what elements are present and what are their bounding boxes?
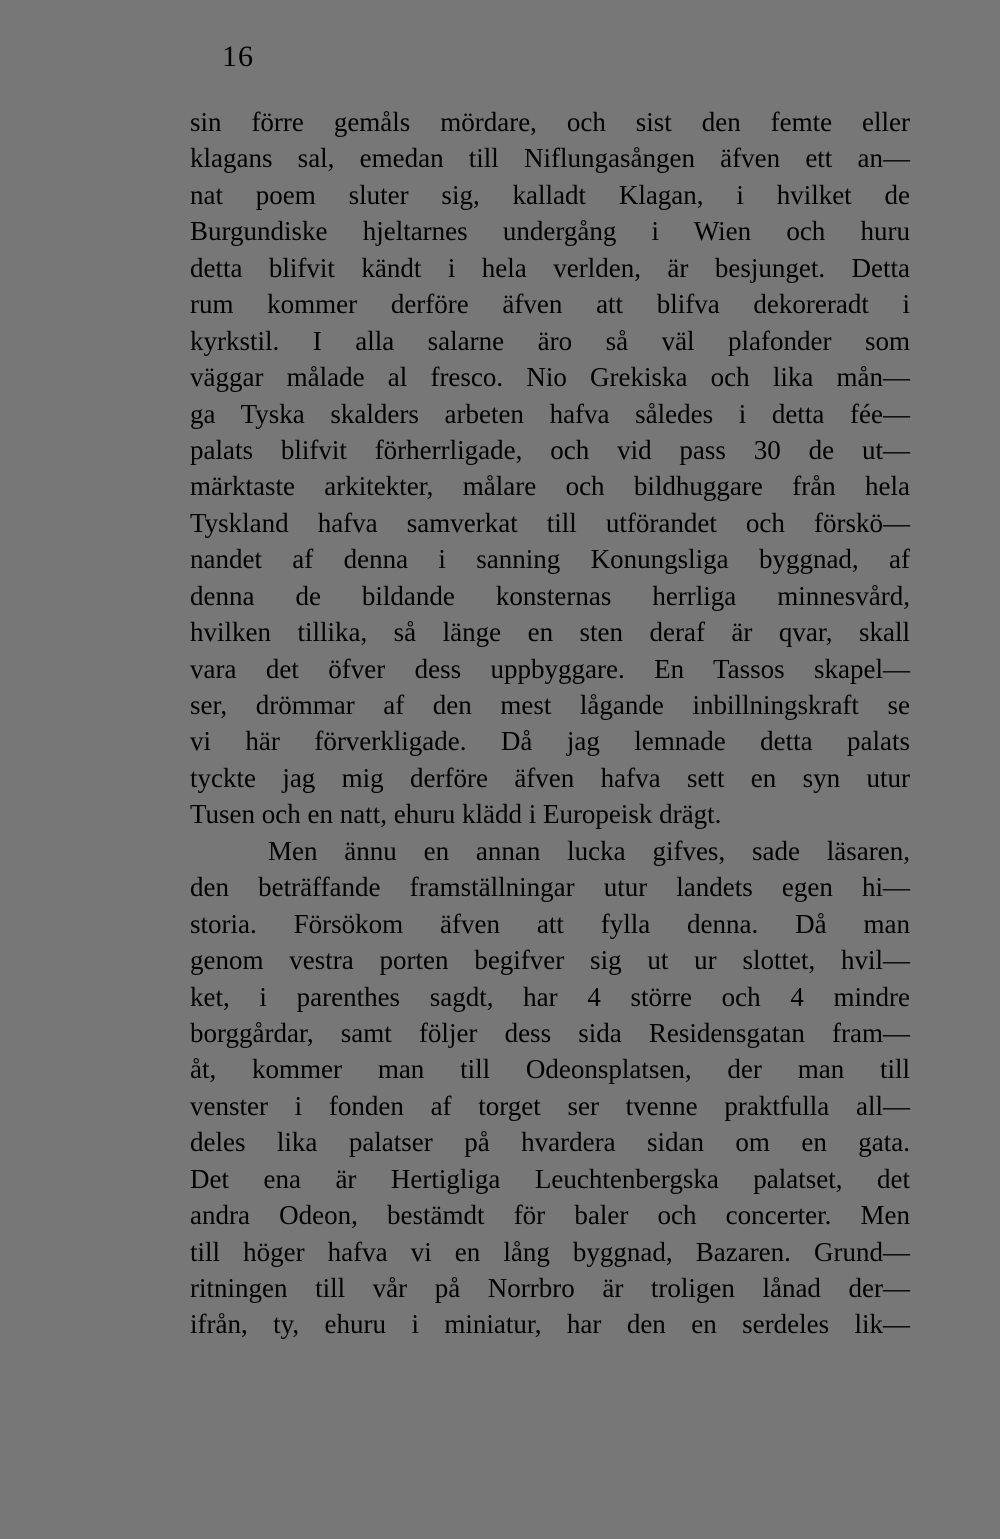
text-line: ser, drömmar af den mest lågande inbillningskraft se	[190, 690, 910, 720]
text-line: detta blifvit kändt i hela verlden, är besjunget. Detta	[190, 252, 910, 283]
text-line: ritningen till vår på Norrbro är troligen lånad der—	[190, 1273, 910, 1303]
text-line: kyrkstil. I alla salarne äro så väl plafonder som	[190, 325, 910, 356]
text-line: andra Odeon, bestämdt för baler och concerter. Men	[190, 1200, 910, 1231]
text-line: Det ena är Hertigliga Leuchtenbergska palatset, det	[190, 1163, 910, 1194]
text-line: den beträffande framställningar utur landets egen hi—	[190, 872, 910, 903]
text-line: nandet af denna i sanning Konungsliga byggnad, af	[190, 544, 910, 575]
text-line: vara det öfver dess uppbyggare. En Tassos skapel—	[190, 653, 910, 684]
text-line: märktaste arkitekter, målare och bildhuggare från hela	[190, 471, 910, 502]
text-line: Tyskland hafva samverkat till utförandet och förskö—	[190, 507, 910, 538]
text-line: ga Tyska skalders arbeten hafva således i detta fée—	[190, 398, 910, 429]
text-line: genom vestra porten begifver sig ut ur slottet, hvil—	[190, 945, 910, 976]
text-line: storia. Försökom äfven att fylla denna. Då man	[190, 908, 910, 939]
text-line: venster i fonden af torget ser tvenne praktfulla all—	[190, 1090, 910, 1121]
text-line: deles lika palatser på hvardera sidan om en gata.	[190, 1127, 910, 1158]
text-line: denna de bildande konsternas herrliga minnesvård,	[190, 580, 910, 611]
text-line: nat poem sluter sig, kalladt Klagan, i hvilket de	[190, 179, 910, 210]
text-line: vi här förverkligade. Då jag lemnade detta palats	[190, 726, 910, 757]
text-line: palats blifvit förherrligade, och vid pass 30 de ut—	[190, 434, 910, 465]
text-line: ket, i parenthes sagdt, har 4 större och 4 mindre	[190, 981, 910, 1012]
text-line: borggårdar, samt följer dess sida Residensgatan fram—	[190, 1017, 910, 1048]
page-number: 16	[222, 40, 254, 73]
text-line: väggar målade al fresco. Nio Grekiska och lika mån—	[190, 362, 910, 393]
body-text	[190, 104, 910, 1343]
text-line: sin förre gemåls mördare, och sist den femte eller	[190, 107, 910, 137]
text-line: tyckte jag mig derföre äfven hafva sett en syn utur	[190, 762, 910, 793]
text-line: ifrån, ty, ehuru i miniatur, har den en serdeles lik—	[190, 1309, 910, 1340]
text-line: hvilken tillika, så länge en sten deraf är qvar, skall	[190, 617, 910, 648]
text-line: klagans sal, emedan till Niflungasången äfven ett an—	[190, 143, 910, 174]
text-line: Men ännu en annan lucka gifves, sade läsaren,	[268, 835, 910, 866]
text-line: till höger hafva vi en lång byggnad, Bazaren. Grund—	[190, 1236, 910, 1267]
text-line: Tusen och en natt, ehuru klädd i Europeisk drägt.	[190, 799, 722, 830]
text-line: Burgundiske hjeltarnes undergång i Wien och huru	[190, 216, 910, 247]
text-line: åt, kommer man till Odeonsplatsen, der man till	[190, 1054, 910, 1085]
text-line: rum kommer derföre äfven att blifva dekoreradt i	[190, 289, 910, 320]
